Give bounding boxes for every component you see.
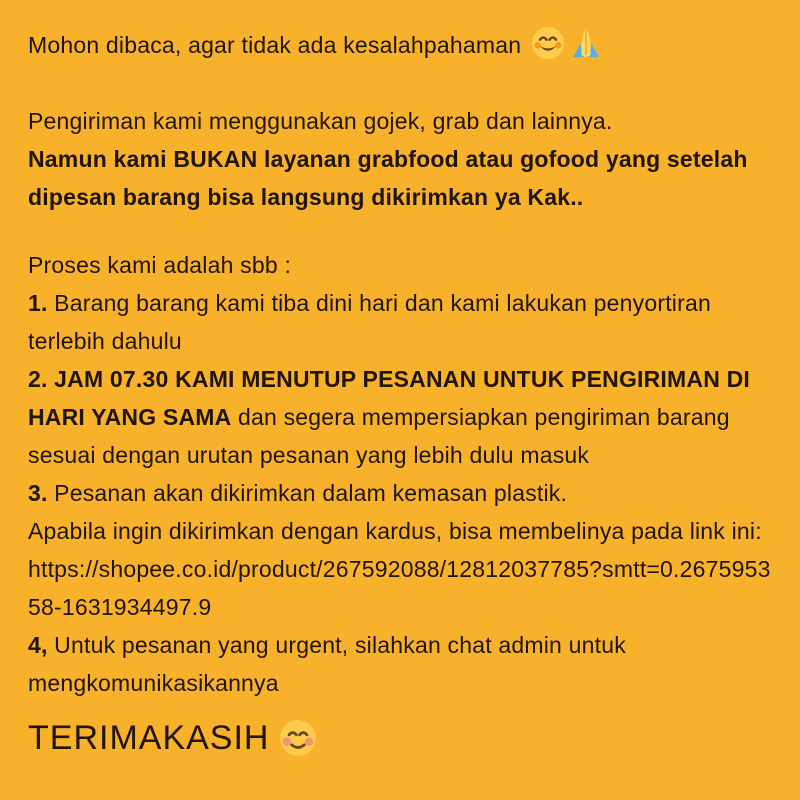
step-2-text: dan segera mempersiapkan pengiriman barang sesuai dengan urutan pesanan yang lebih dulu masuk bbox=[28, 404, 730, 468]
process-heading bbox=[28, 246, 772, 284]
process-step-2 bbox=[28, 360, 772, 474]
process-step-3 bbox=[28, 474, 772, 512]
closing-line bbox=[28, 718, 772, 758]
step-2-bold-text: 2. JAM 07.30 KAMI MENUTUP PESANAN UNTUK PENGIRIMAN DI HARI YANG SAMA bbox=[28, 366, 750, 430]
step-1-text: Barang barang kami tiba dini hari dan kami lakukan penyortiran terlebih dahulu bbox=[28, 290, 711, 354]
step-3-number: 3. bbox=[28, 480, 48, 506]
folded-hands-emoji bbox=[569, 26, 603, 60]
shipping-line bbox=[28, 102, 772, 140]
process-section bbox=[28, 246, 772, 702]
closing-text: TERIMAKASIH bbox=[28, 719, 270, 757]
process-step-1 bbox=[28, 284, 772, 360]
shipping-text: Pengiriman kami menggunakan gojek, grab dan lainnya. bbox=[28, 108, 613, 134]
intro-text: Mohon dibaca, agar tidak ada kesalahpahaman bbox=[28, 32, 522, 58]
step-4-number: 4, bbox=[28, 632, 48, 658]
shopee-product-link-text: https://shopee.co.id/product/267592088/12812037785?smtt=0.267595358-1631934497.9 bbox=[28, 556, 771, 620]
step-3-note bbox=[28, 512, 772, 550]
intro-line bbox=[28, 26, 772, 64]
step-1-number: 1. bbox=[28, 290, 48, 316]
shipping-section bbox=[28, 102, 772, 216]
step-4-text: Untuk pesanan yang urgent, silahkan chat admin untuk mengkomunikasikannya bbox=[28, 632, 626, 696]
step-3-text: Pesanan akan dikirimkan dalam kemasan plastik. bbox=[47, 480, 568, 506]
smiling-face-with-smiling-eyes-emoji bbox=[531, 26, 565, 60]
smiling-face-with-rosy-cheeks-emoji bbox=[279, 719, 317, 757]
process-heading-text: Proses kami adalah sbb : bbox=[28, 252, 292, 278]
shopee-product-link bbox=[28, 550, 772, 626]
shipping-warning-text: Namun kami BUKAN layanan grabfood atau gofood yang setelah dipesan barang bisa langsung dikirimkan ya Kak.. bbox=[28, 146, 748, 210]
shipping-warning bbox=[28, 140, 772, 216]
process-step-4 bbox=[28, 626, 772, 702]
step-3-note-text: Apabila ingin dikirimkan dengan kardus, bisa membelinya pada link ini: bbox=[28, 518, 762, 544]
